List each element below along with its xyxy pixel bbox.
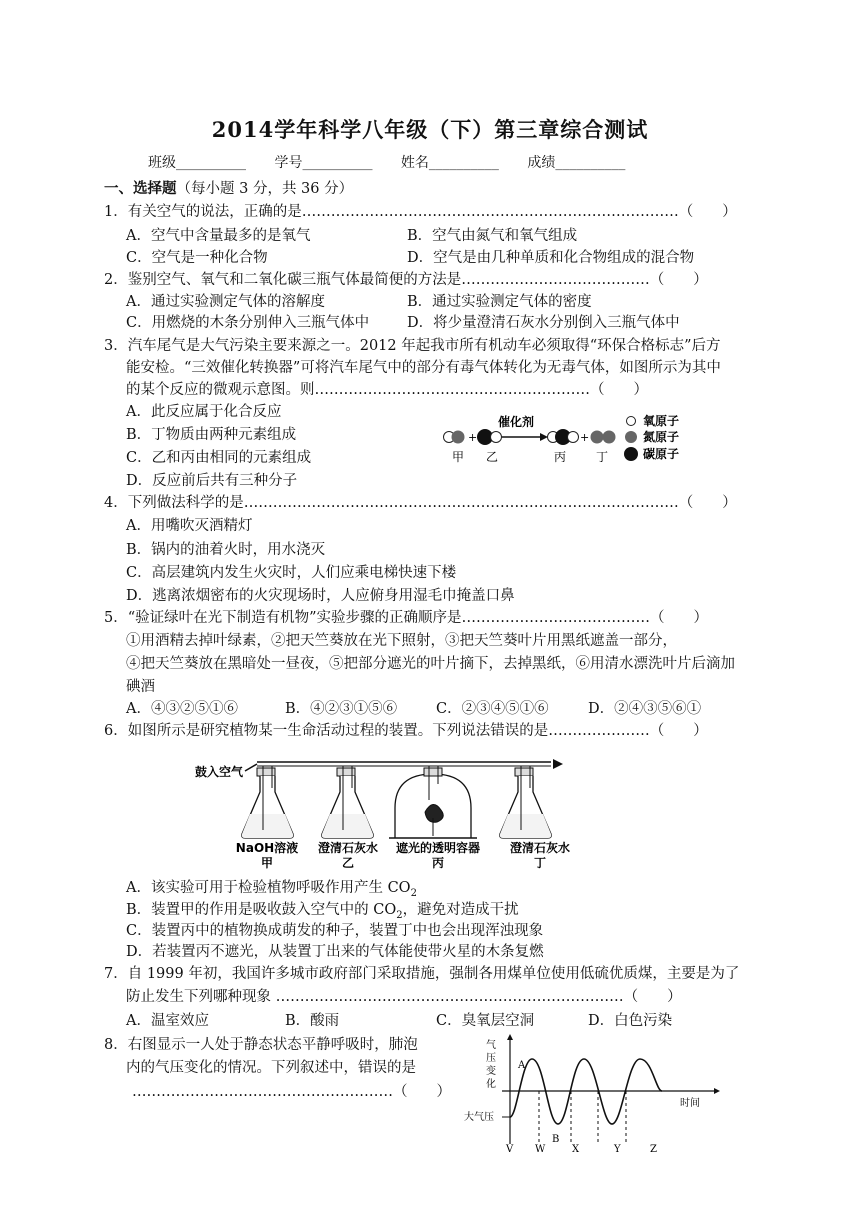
q2-option-b: B．通过实验测定气体的密度 (407, 294, 592, 310)
q7-option-c: C．臭氧层空洞 (436, 1013, 535, 1029)
legend-oxygen: 氧原子 (643, 414, 680, 428)
q4-option-d: D．逃离浓烟密布的火灾现场时，人应俯身用湿毛巾掩盖口鼻 (126, 588, 515, 604)
air-in-label: 鼓入空气 (195, 765, 244, 779)
q6-stem: 6．如图所示是研究植物某一生命活动过程的装置。下列说法错误的是…………………（ ） (104, 723, 708, 739)
ylabel-char-4: 化 (486, 1079, 496, 1090)
ylabel-char-1: 气 (486, 1040, 496, 1051)
apparatus-diagram (195, 748, 590, 870)
q5-stem: 5．“验证绿叶在光下制造有机物”实验步骤的正确顺序是…………………………………（ ） (104, 610, 709, 626)
flask1-id: 甲 (260, 856, 274, 870)
tick-w: W (535, 1144, 546, 1155)
name-field: 姓名__________ (400, 155, 499, 171)
q4-stem: 4．下列做法科学的是………………………………………………………………………………（ ） (104, 495, 737, 511)
carbon-atom-icon (624, 447, 638, 461)
bell-jar-label: 遮光的透明容器 (395, 841, 481, 855)
legend-nitrogen: 氮原子 (643, 430, 680, 444)
ylabel-char-3: 变 (486, 1066, 496, 1077)
q3-stem-line3: 的某个反应的微观示意图。则…………………………………………………（ ） (126, 382, 648, 398)
ylabel-char-2: 压 (486, 1053, 496, 1064)
pressure-graph (462, 1034, 732, 1156)
xlabel: 时间 (680, 1098, 700, 1109)
oxygen-atom-icon (627, 417, 636, 426)
q2-stem: 2．鉴别空气、氧气和二氧化碳三瓶气体最简便的方法是…………………………………（ ） (104, 272, 708, 288)
flask2-id: 乙 (341, 856, 355, 870)
legend-carbon: 碳原子 (643, 447, 680, 461)
reaction-diagram (440, 408, 700, 468)
q7-stem-line2: 防止发生下列哪种现象 ………………………………………………………………（ ） (126, 989, 682, 1005)
tick-y: Y (614, 1144, 621, 1155)
q4-option-c: C．高层建筑内发生火灾时，人们应乘电梯快速下楼 (126, 565, 457, 581)
score-field: 成绩__________ (527, 155, 626, 171)
tick-z: Z (650, 1144, 657, 1155)
class-field: 班级__________ (148, 155, 246, 171)
flask4-label: 澄清石灰水 (509, 841, 571, 855)
q2-option-d: D．将少量澄清石灰水分别倒入三瓶气体中 (407, 315, 680, 331)
q8-stem-line2: 内的气压变化的情况。下列叙述中，错误的是 (126, 1060, 416, 1076)
svg-text:+: + (580, 431, 590, 444)
point-b-label: B (552, 1134, 560, 1145)
flask2-label: 澄清石灰水 (317, 841, 379, 855)
q2-option-a: A．通过实验测定气体的溶解度 (126, 294, 325, 310)
q6-option-c: C．装置丙中的植物换成萌发的种子，装置丁中也会出现浑浊现象 (126, 923, 544, 939)
flask4-id: 丁 (533, 856, 547, 870)
q6-option-a: A．该实验可用于检验植物呼吸作用产生 $CO_2$ (126, 880, 417, 899)
atm-label: 大气压 (464, 1112, 494, 1123)
catalyst-label: 催化剂 (498, 415, 535, 429)
q8-stem-line3: ………………………………………………（ ） (132, 1084, 451, 1100)
q5-option-a: A．④③②⑤①⑥ (126, 701, 238, 717)
nitrogen-atom-icon (625, 431, 637, 443)
q6-option-b: B．装置甲的作用是吸收鼓入空气中的 $CO_2$，避免对造成干扰 (126, 902, 519, 921)
point-a-label: A (518, 1060, 526, 1071)
q5-line3: 碘酒 (126, 679, 155, 695)
q1-option-d: D．空气是由几种单质和化合物组成的混合物 (407, 250, 695, 266)
label-ding: 丁 (596, 450, 609, 464)
q7-option-b: B．酸雨 (285, 1013, 340, 1029)
q7-stem-line1: 7．自 1999 年初，我国许多城市政府部门采取措施，强制各用煤单位使用低硫优质煤，主要是为了 (104, 966, 740, 982)
q1-option-c: C．空气是一种化合物 (126, 250, 268, 266)
q7-option-d: D．白色污染 (588, 1013, 673, 1029)
q7-option-a: A．温室效应 (126, 1013, 209, 1029)
q4-option-b: B．锅内的油着火时，用水浇灭 (126, 542, 326, 558)
student-info-row (148, 152, 649, 172)
q3-option-d: D．反应前后共有三种分子 (126, 473, 298, 489)
bell-jar-id: 丙 (431, 856, 445, 870)
q4-option-a: A．用嘴吹灭酒精灯 (126, 518, 253, 534)
section-heading: 一、选择题（每小题 3 分，共 36 分） (104, 181, 354, 197)
page-title: 2014学年科学八年级（下）第三章综合测试 (211, 117, 649, 142)
flask1-label: NaOH溶液 (235, 841, 299, 855)
q3-option-c: C．乙和丙由相同的元素组成 (126, 450, 312, 466)
svg-text:+: + (468, 431, 478, 444)
label-yi: 乙 (486, 450, 499, 464)
q1-stem: 1．有关空气的说法，正确的是……………………………………………………………………（ ） (104, 204, 737, 220)
q6-option-d: D．若装置丙不遮光，从装置丁出来的气体能使带火星的木条复燃 (126, 944, 544, 960)
q1-option-a: A．空气中含量最多的是氧气 (126, 228, 311, 244)
q5-line2: ④把天竺葵放在黑暗处一昼夜，⑤把部分遮光的叶片摘下，去掉黑纸，⑥用清水漂洗叶片后滴加 (126, 656, 735, 672)
tick-v: V (506, 1144, 514, 1155)
q3-option-a: A．此反应属于化合反应 (126, 404, 282, 420)
q8-stem-line1: 8．右图显示一人处于静态状态平静呼吸时，肺泡 (104, 1037, 418, 1053)
q2-option-c: C．用燃烧的木条分别伸入三瓶气体中 (126, 315, 370, 331)
q5-option-b: B．④②③①⑤⑥ (285, 701, 398, 717)
q5-option-c: C．②③④⑤①⑥ (436, 701, 549, 717)
student-number-field: 学号__________ (274, 155, 373, 171)
q3-stem-line2: 能安检。“三效催化转换器”可将汽车尾气中的部分有毒气体转化为无毒气体，如图所示为其中 (126, 360, 721, 376)
q1-option-b: B．空气由氮气和氧气组成 (407, 228, 578, 244)
q3-option-b: B．丁物质由两种元素组成 (126, 427, 297, 443)
q5-line1: ①用酒精去掉叶绿素，②把天竺葵放在光下照射，③把天竺葵叶片用黑纸遮盖一部分， (126, 633, 677, 649)
tick-x: X (572, 1144, 580, 1155)
q5-option-d: D．②④③⑤⑥① (588, 701, 702, 717)
label-jia: 甲 (452, 450, 465, 464)
label-bing: 丙 (554, 450, 567, 464)
q3-stem-line1: 3．汽车尾气是大气污染主要来源之一。2012 年起我市所有机动车必须取得“环保合格标志”后方 (104, 338, 721, 354)
